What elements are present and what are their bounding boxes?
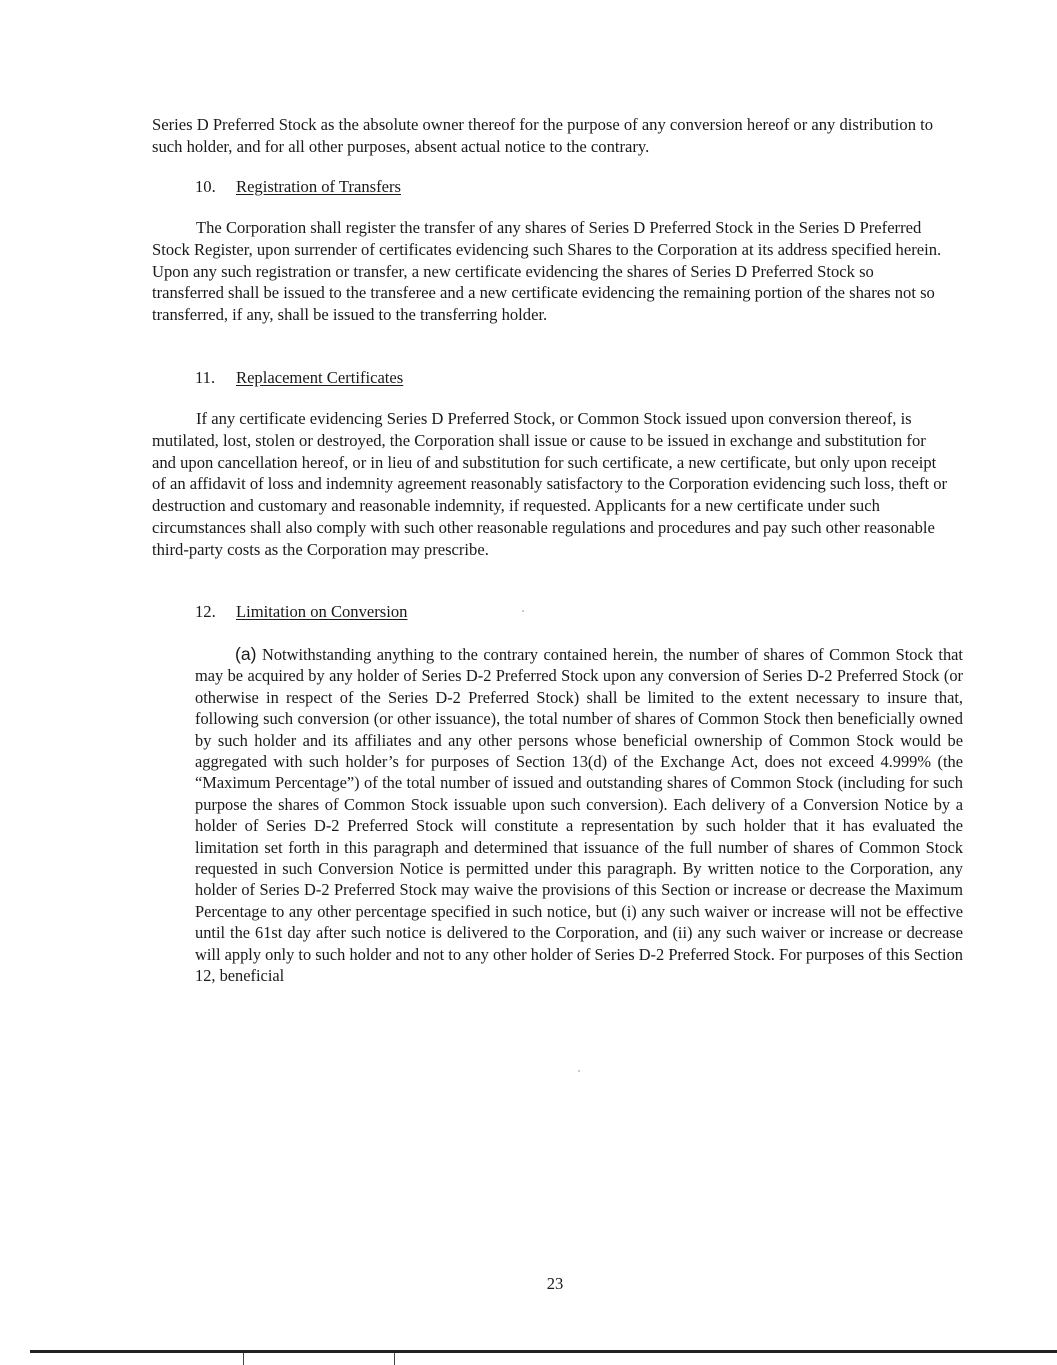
section-heading-12 (195, 601, 407, 622)
section-body-10: The Corporation shall register the transfer of any shares of Series D Preferred Stock in the Series D Preferred Stock Register, upon surrender of certificates evidencing such Shares to the Corporation at its address specified herein. Upon any such registration or transfer, a new certificate evidencing the shares of Series D Preferred Stock so transferred shall be issued to the transferee and a new certificate evidencing the remaining portion of the shares not so transferred, if any, shall be issued to the transferring holder. (152, 218, 942, 325)
section-heading-10 (195, 176, 401, 197)
section-title: Replacement Certificates (236, 368, 404, 387)
section-heading-11 (195, 367, 403, 388)
section-body-11: If any certificate evidencing Series D Preferred Stock, or Common Stock issued upon conversion thereof, is mutilated, lost, stolen or destroyed, the Corporation shall issue or cause to be issued in exchange and substitution for and upon cancellation hereof, or in lieu of and substitution for such certificate, a new certificate, but only upon receipt of an affidavit of loss and indemnity agreement reasonably satisfactory to the Corporation evidencing such loss, theft or destruction and customary and reasonable indemnity, if requested. Applicants for a new certificate under such circumstances shall also comply with such other reasonable regulations and procedures and pay such other reasonable third-party costs as the Corporation may prescribe. (152, 409, 948, 559)
scan-speck (522, 610, 524, 612)
subsection-label: (a) (235, 644, 257, 664)
section-title: Limitation on Conversion (236, 602, 408, 621)
opening-paragraph: Series D Preferred Stock as the absolute owner thereof for the purpose of any conversion hereof or any distribution to such holder, and for all other purposes, absent actual notice to the contrary. (152, 115, 934, 156)
footer-tick (394, 1353, 395, 1365)
footer-tick (243, 1353, 244, 1365)
page-number: 23 (546, 1274, 564, 1293)
subsection-text: Notwithstanding anything to the contrary contained herein, the number of shares of Common Stock that may be acquired by any holder of Series D-2 Preferred Stock upon any conversion of Series D-2 Preferred Stock (or otherwise in respect of the Series D-2 Preferred Stock) shall be limited to the extent necessary to insure that, following such conversion (or other issuance), the total number of shares of Common Stock then beneficially owned by such holder and its affiliates and any other persons whose beneficial ownership of Common Stock would be aggregated with such holder’s for purposes of Section 13(d) of the Exchange Act, does not exceed 4.999% (the “Maximum Percentage”) of the total number of issued and outstanding shares of Common Stock (including for such purpose the shares of Common Stock issuable upon such conversion). Each delivery of a Conversion Notice by a holder of Series D-2 Preferred Stock will constitute a representation by such holder that it has evaluated the limitation set forth in this paragraph and determined that issuance of the full number of shares of Common Stock requested in such Conversion Notice is permitted under this paragraph. By written notice to the Corporation, any holder of Series D-2 Preferred Stock may waive the provisions of this Section or increase or decrease the Maximum Percentage to any other percentage specified in such notice, but (i) any such waiver or increase will not be effective until the 61st day after such notice is delivered to the Corporation, and (ii) any such waiver or increase or decrease will apply only to such holder and not to any other holder of Series D-2 Preferred Stock. For purposes of this Section 12, beneficial (195, 645, 963, 986)
footer-rule (30, 1350, 1057, 1353)
section-body-12 (195, 644, 963, 987)
scan-speck (578, 1070, 580, 1072)
section-number: 10. (195, 177, 216, 196)
section-number: 12. (195, 602, 216, 621)
section-number: 11. (195, 368, 216, 387)
section-title: Registration of Transfers (236, 177, 402, 196)
